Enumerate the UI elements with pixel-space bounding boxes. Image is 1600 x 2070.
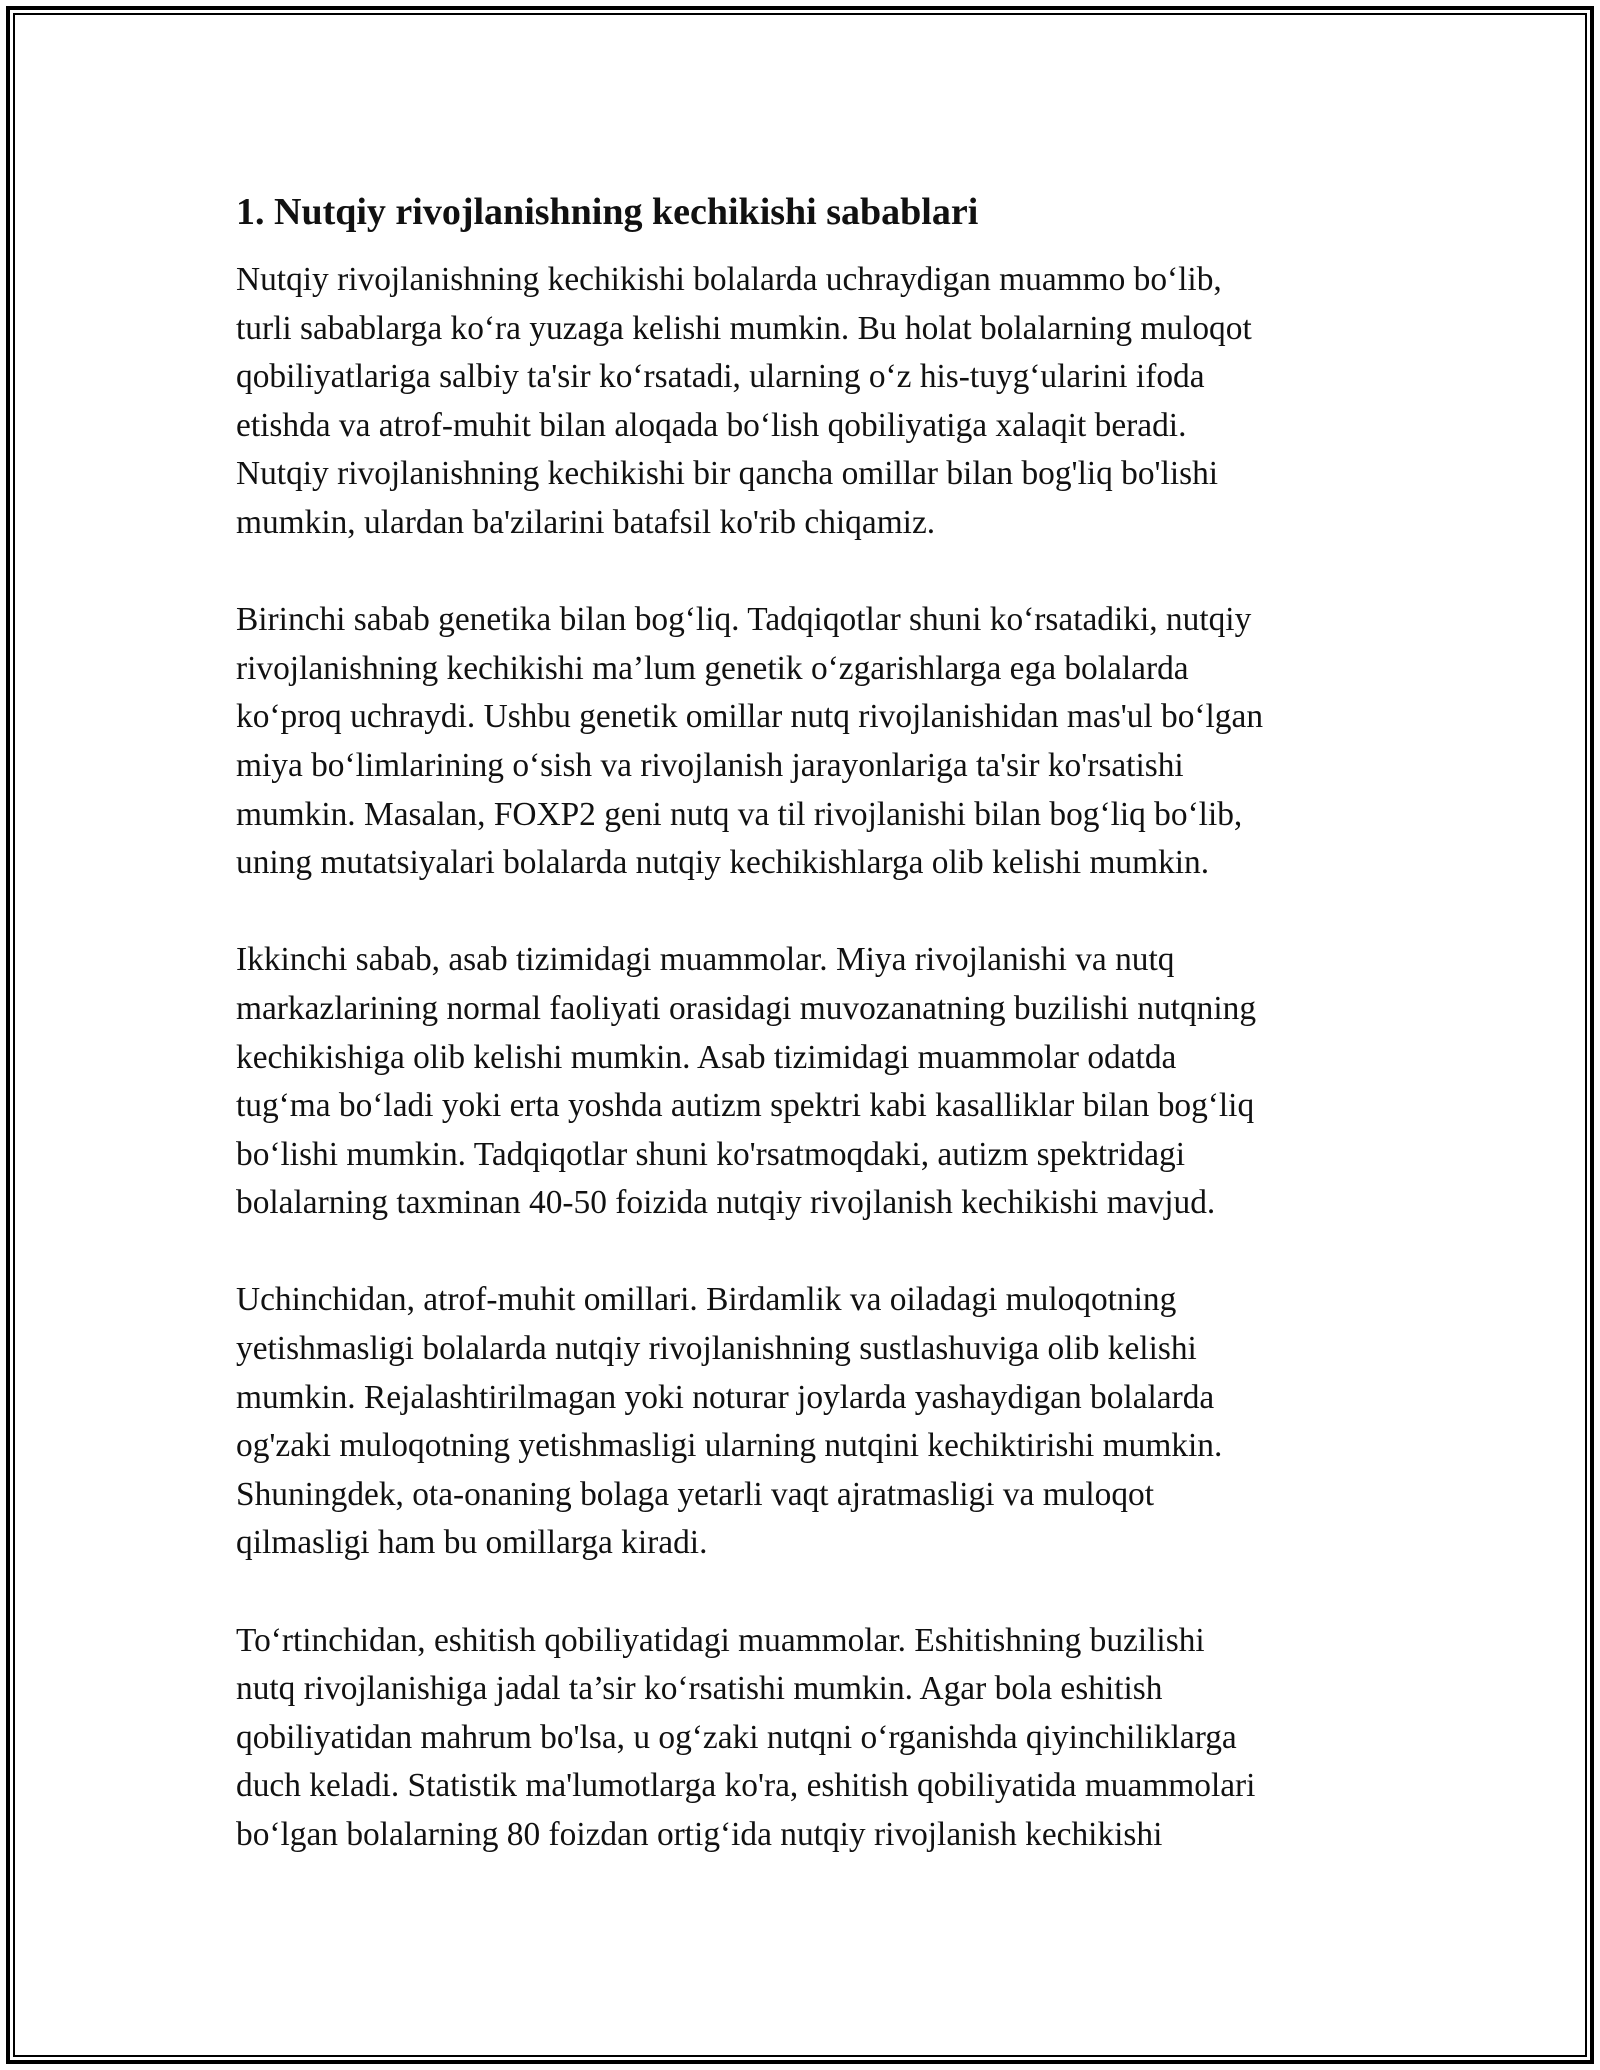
paragraph-line: markazlarining normal faoliyati orasidagi muvozanatning buzilishi nutqning [236,989,1257,1027]
paragraph-line: turli sabablarga ko‘ra yuzaga kelishi mumkin. Bu holat bolalarning muloqot [236,309,1252,347]
paragraph-line: Uchinchidan, atrof-muhit omillari. Birdamlik va oiladagi muloqotning [236,1281,1177,1319]
paragraph-line: mumkin. Rejalashtirilmagan yoki noturar joylarda yashaydigan bolalarda [236,1378,1215,1416]
paragraph-line: nutq rivojlanishiga jadal ta’sir ko‘rsatishi mumkin. Agar bola eshitish [236,1670,1163,1708]
paragraph-line: bolalarning taxminan 40-50 foizida nutqiy rivojlanish kechikishi mavjud. [236,1184,1216,1222]
paragraph-line: qilmasligi ham bu omillarga kiradi. [236,1524,708,1562]
paragraph-line: yetishmasligi bolalarda nutqiy rivojlanishning sustlashuviga olib kelishi [236,1330,1197,1368]
paragraph-line: qobiliyatlariga salbiy ta'sir ko‘rsatadi, ularning o‘z his-tuyg‘ularini ifoda [236,358,1205,396]
paragraph-line: Nutqiy rivojlanishning kechikishi bir qancha omillar bilan bog'liq bo'lishi [236,455,1219,493]
paragraph-line: bo‘lishi mumkin. Tadqiqotlar shuni ko'rsatmoqdaki, autizm spektridagi [236,1135,1186,1173]
paragraph-nervous-system [236,936,1376,1228]
paragraph-line: bo‘lgan bolalarning 80 foizdan ortig‘ida nutqiy rivojlanish kechikishi [236,1816,1163,1853]
paragraph-line: To‘rtinchidan, eshitish qobiliyatidagi muammolar. Eshitishning buzilishi [236,1621,1205,1659]
paragraph-intro [236,256,1376,548]
paragraph-line: qobiliyatidan mahrum bo'lsa, u og‘zaki nutqni o‘rganishda qiyinchiliklarga [236,1718,1237,1756]
paragraph-line: duch keladi. Statistik ma'lumotlarga ko'ra, eshitish qobiliyatida muammolari [236,1767,1256,1805]
paragraph-hearing [236,1617,1376,1860]
paragraph-line: Birinchi sabab genetika bilan bog‘liq. Tadqiqotlar shuni ko‘rsatadiki, nutqiy [236,601,1252,639]
paragraph-line: Nutqiy rivojlanishning kechikishi bolalarda uchraydigan muammo bo‘lib, [236,261,1222,298]
paragraph-line: Shuningdek, ota-onaning bolaga yetarli vaqt ajratmasligi va muloqot [236,1475,1155,1513]
paragraph-line: etishda va atrof-muhit bilan aloqada bo‘lish qobiliyatiga xalaqit beradi. [236,406,1187,444]
paragraph-line: Ikkinchi sabab, asab tizimidagi muammolar. Miya rivojlanishi va nutq [236,941,1175,979]
paragraph-line: rivojlanishning kechikishi ma’lum genetik o‘zgarishlarga ega bolalarda [236,649,1189,687]
paragraph-line: og'zaki muloqotning yetishmasligi ularning nutqini kechiktirishi mumkin. [236,1427,1223,1465]
paragraph-line: mumkin, ulardan ba'zilarini batafsil ko'rib chiqamiz. [236,503,936,541]
paragraph-line: ko‘proq uchraydi. Ushbu genetik omillar nutq rivojlanishidan mas'ul bo‘lgan [236,698,1264,736]
section-heading: 1. Nutqiy rivojlanishning kechikishi sabablari [236,191,979,233]
paragraph-line: miya bo‘limlarining o‘sish va rivojlanish jarayonlariga ta'sir ko'rsatishi [236,746,1184,784]
paragraph-line: uning mutatsiyalari bolalarda nutqiy kechikishlarga olib kelishi mumkin. [236,844,1210,882]
paragraph-line: kechikishiga olib kelishi mumkin. Asab tizimidagi muammolar odatda [236,1038,1177,1076]
paragraph-environment [236,1276,1376,1568]
paragraph-line: mumkin. Masalan, FOXP2 geni nutq va til rivojlanishi bilan bog‘liq bo‘lib, [236,795,1243,833]
document-body [236,186,1376,1908]
paragraph-genetics [236,596,1376,888]
paragraph-line: tug‘ma bo‘ladi yoki erta yoshda autizm spektri kabi kasalliklar bilan bog‘liq [236,1087,1255,1125]
